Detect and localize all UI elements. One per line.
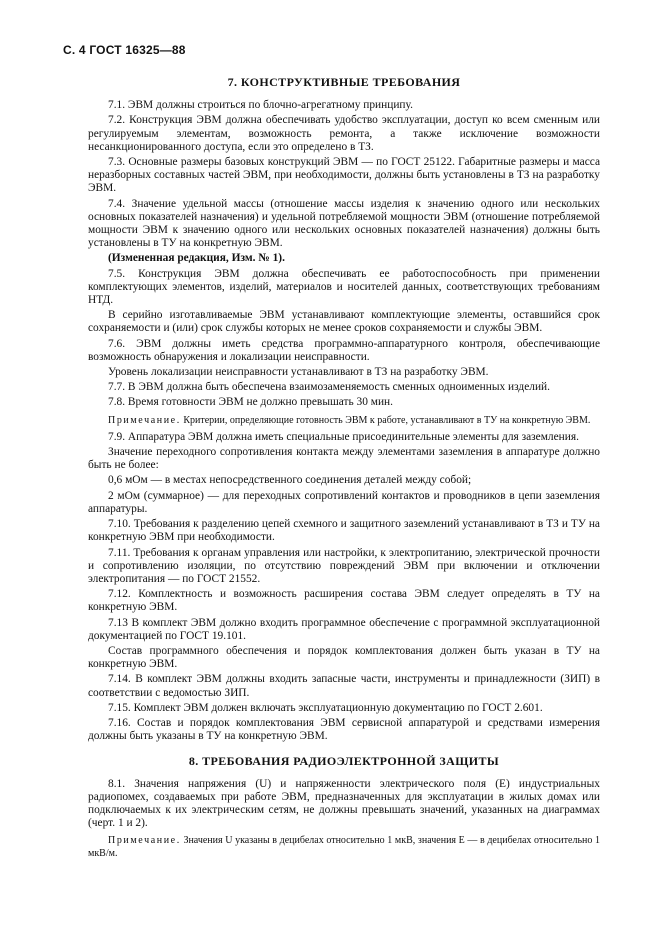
clause-7-12: 7.12. Комплектность и возможность расширения состава ЭВМ следует определять в ТУ на конкретную ЭВМ. <box>88 588 600 614</box>
note-text: Критерии, определяющие готовность ЭВМ к работе, устанавливают в ТУ на конкретную ЭВМ. <box>180 414 591 426</box>
clause-7-9-item-2: 2 мОм (суммарное) — для переходных сопротивлений контактов и проводников в цепи заземления аппаратуры. <box>88 489 600 515</box>
note-readiness <box>88 415 600 427</box>
clause-7-9-item-1: 0,6 мОм — в местах непосредственного соединения деталей между собой; <box>108 474 472 487</box>
clause-7-10: 7.10. Требования к разделению цепей схемного и защитного заземлений устанавливают в ТЗ и ТУ на конкретную ЭВМ при необходимости. <box>88 518 600 544</box>
page-header: С. 4 ГОСТ 16325—88 <box>63 43 186 57</box>
clause-7-6-paragraph: Уровень локализации неисправности устанавливают в ТЗ на разработку ЭВМ. <box>108 366 489 379</box>
clause-8-1: 8.1. Значения напряжения (U) и напряженности электрического поля (E) индустриальных радиопомех, создаваемых при работе ЭВМ, предназначенных для эксплуатации в жилых домах или подключаемых к их электрическим сетям, не должны превышать значений, указанных на диаграммах (черт. 1 и 2). <box>88 777 600 830</box>
clause-7-13: 7.13 В комплект ЭВМ должно входить программное обеспечение с программной эксплуатационной документацией по ГОСТ 19.101. <box>88 616 600 642</box>
clause-7-9: 7.9. Аппаратура ЭВМ должна иметь специальные присоединительные элементы для заземления. <box>108 430 579 443</box>
clause-7-8: 7.8. Время готовности ЭВМ не должно превышать 30 мин. <box>108 396 394 409</box>
clause-7-7: 7.7. В ЭВМ должна быть обеспечена взаимозаменяемость сменных одноименных изделий. <box>108 381 550 394</box>
amendment-note: (Измененная редакция, Изм. № 1). <box>108 252 285 265</box>
clause-7-6: 7.6. ЭВМ должны иметь средства программно-аппаратурного контроля, обеспечивающие возможность обнаружения и локализации неисправности. <box>88 337 600 363</box>
clause-7-4: 7.4. Значение удельной массы (отношение массы изделия к значению одного или нескольких основных показателей назначения) и удельной потребляемой мощности ЭВМ (отношение потребляемой мощности ЭВМ к значению одного или нескольких основных показателей назначения) должны быть установлены в ТУ на конкретную ЭВМ. <box>88 197 600 250</box>
section-7-title: 7. КОНСТРУКТИВНЫЕ ТРЕБОВАНИЯ <box>227 75 461 89</box>
clause-7-2: 7.2. Конструкция ЭВМ должна обеспечивать удобство эксплуатации, доступ ко всем сменным или регулируемым элементам, возможность ремонта, а также исключение возможности несанкционированного доступа, если это определено в ТЗ. <box>88 114 600 153</box>
note-text: Значения U указаны в децибелах относительно 1 мкВ, значения E — в децибелах относительно 1 мкВ/м. <box>88 835 600 859</box>
clause-7-5-paragraph: В серийно изготавливаемые ЭВМ устанавливают комплектующие элементы, оставшийся срок сохраняемости и (или) срок службы которых не менее сроков сохраняемости и службы ЭВМ. <box>88 309 600 335</box>
clause-7-13-paragraph: Состав программного обеспечения и порядок комплектования должен быть указан в ТУ на конкретную ЭВМ. <box>88 644 600 671</box>
clause-7-9-paragraph: Значение переходного сопротивления контакта между элементами заземления в аппаратуре должно быть не более: <box>88 446 600 472</box>
clause-7-16: 7.16. Состав и порядок комплектования ЭВМ сервисной аппаратурой и средствами измерения должны быть указаны в ТУ на конкретную ЭВМ. <box>88 716 600 743</box>
page-content <box>88 76 600 864</box>
note-units <box>88 835 600 859</box>
clause-7-3: 7.3. Основные размеры базовых конструкций ЭВМ — по ГОСТ 25122. Габаритные размеры и масса неразборных составных частей ЭВМ, при необходимости, должны быть установлены в ТЗ на разработку ЭВМ. <box>88 156 600 195</box>
note-label: Примечание. <box>108 835 181 847</box>
section-8-title: 8. ТРЕБОВАНИЯ РАДИОЭЛЕКТРОННОЙ ЗАЩИТЫ <box>188 754 500 769</box>
clause-7-1: 7.1. ЭВМ должны строиться по блочно-агрегатному принципу. <box>108 99 413 112</box>
clause-7-15: 7.15. Комплект ЭВМ должен включать эксплуатационную документацию по ГОСТ 2.601. <box>108 701 543 714</box>
note-label: Примечание. <box>108 414 181 426</box>
clause-7-11: 7.11. Требования к органам управления или настройки, к электропитанию, электрической прочности и сопротивлению изоляции, по отсутствию повреждений ЭВМ при включении и отключении электропитания — по ГОСТ 21552. <box>88 546 600 585</box>
clause-7-14: 7.14. В комплект ЭВМ должны входить запасные части, инструменты и принадлежности (ЗИП) в соответствии с ведомостью ЗИП. <box>88 673 600 699</box>
clause-7-5: 7.5. Конструкция ЭВМ должна обеспечивать ее работоспособность при применении комплектующих элементов, изделий, материалов и носителей данных, соответствующих требованиям НТД. <box>88 267 600 307</box>
